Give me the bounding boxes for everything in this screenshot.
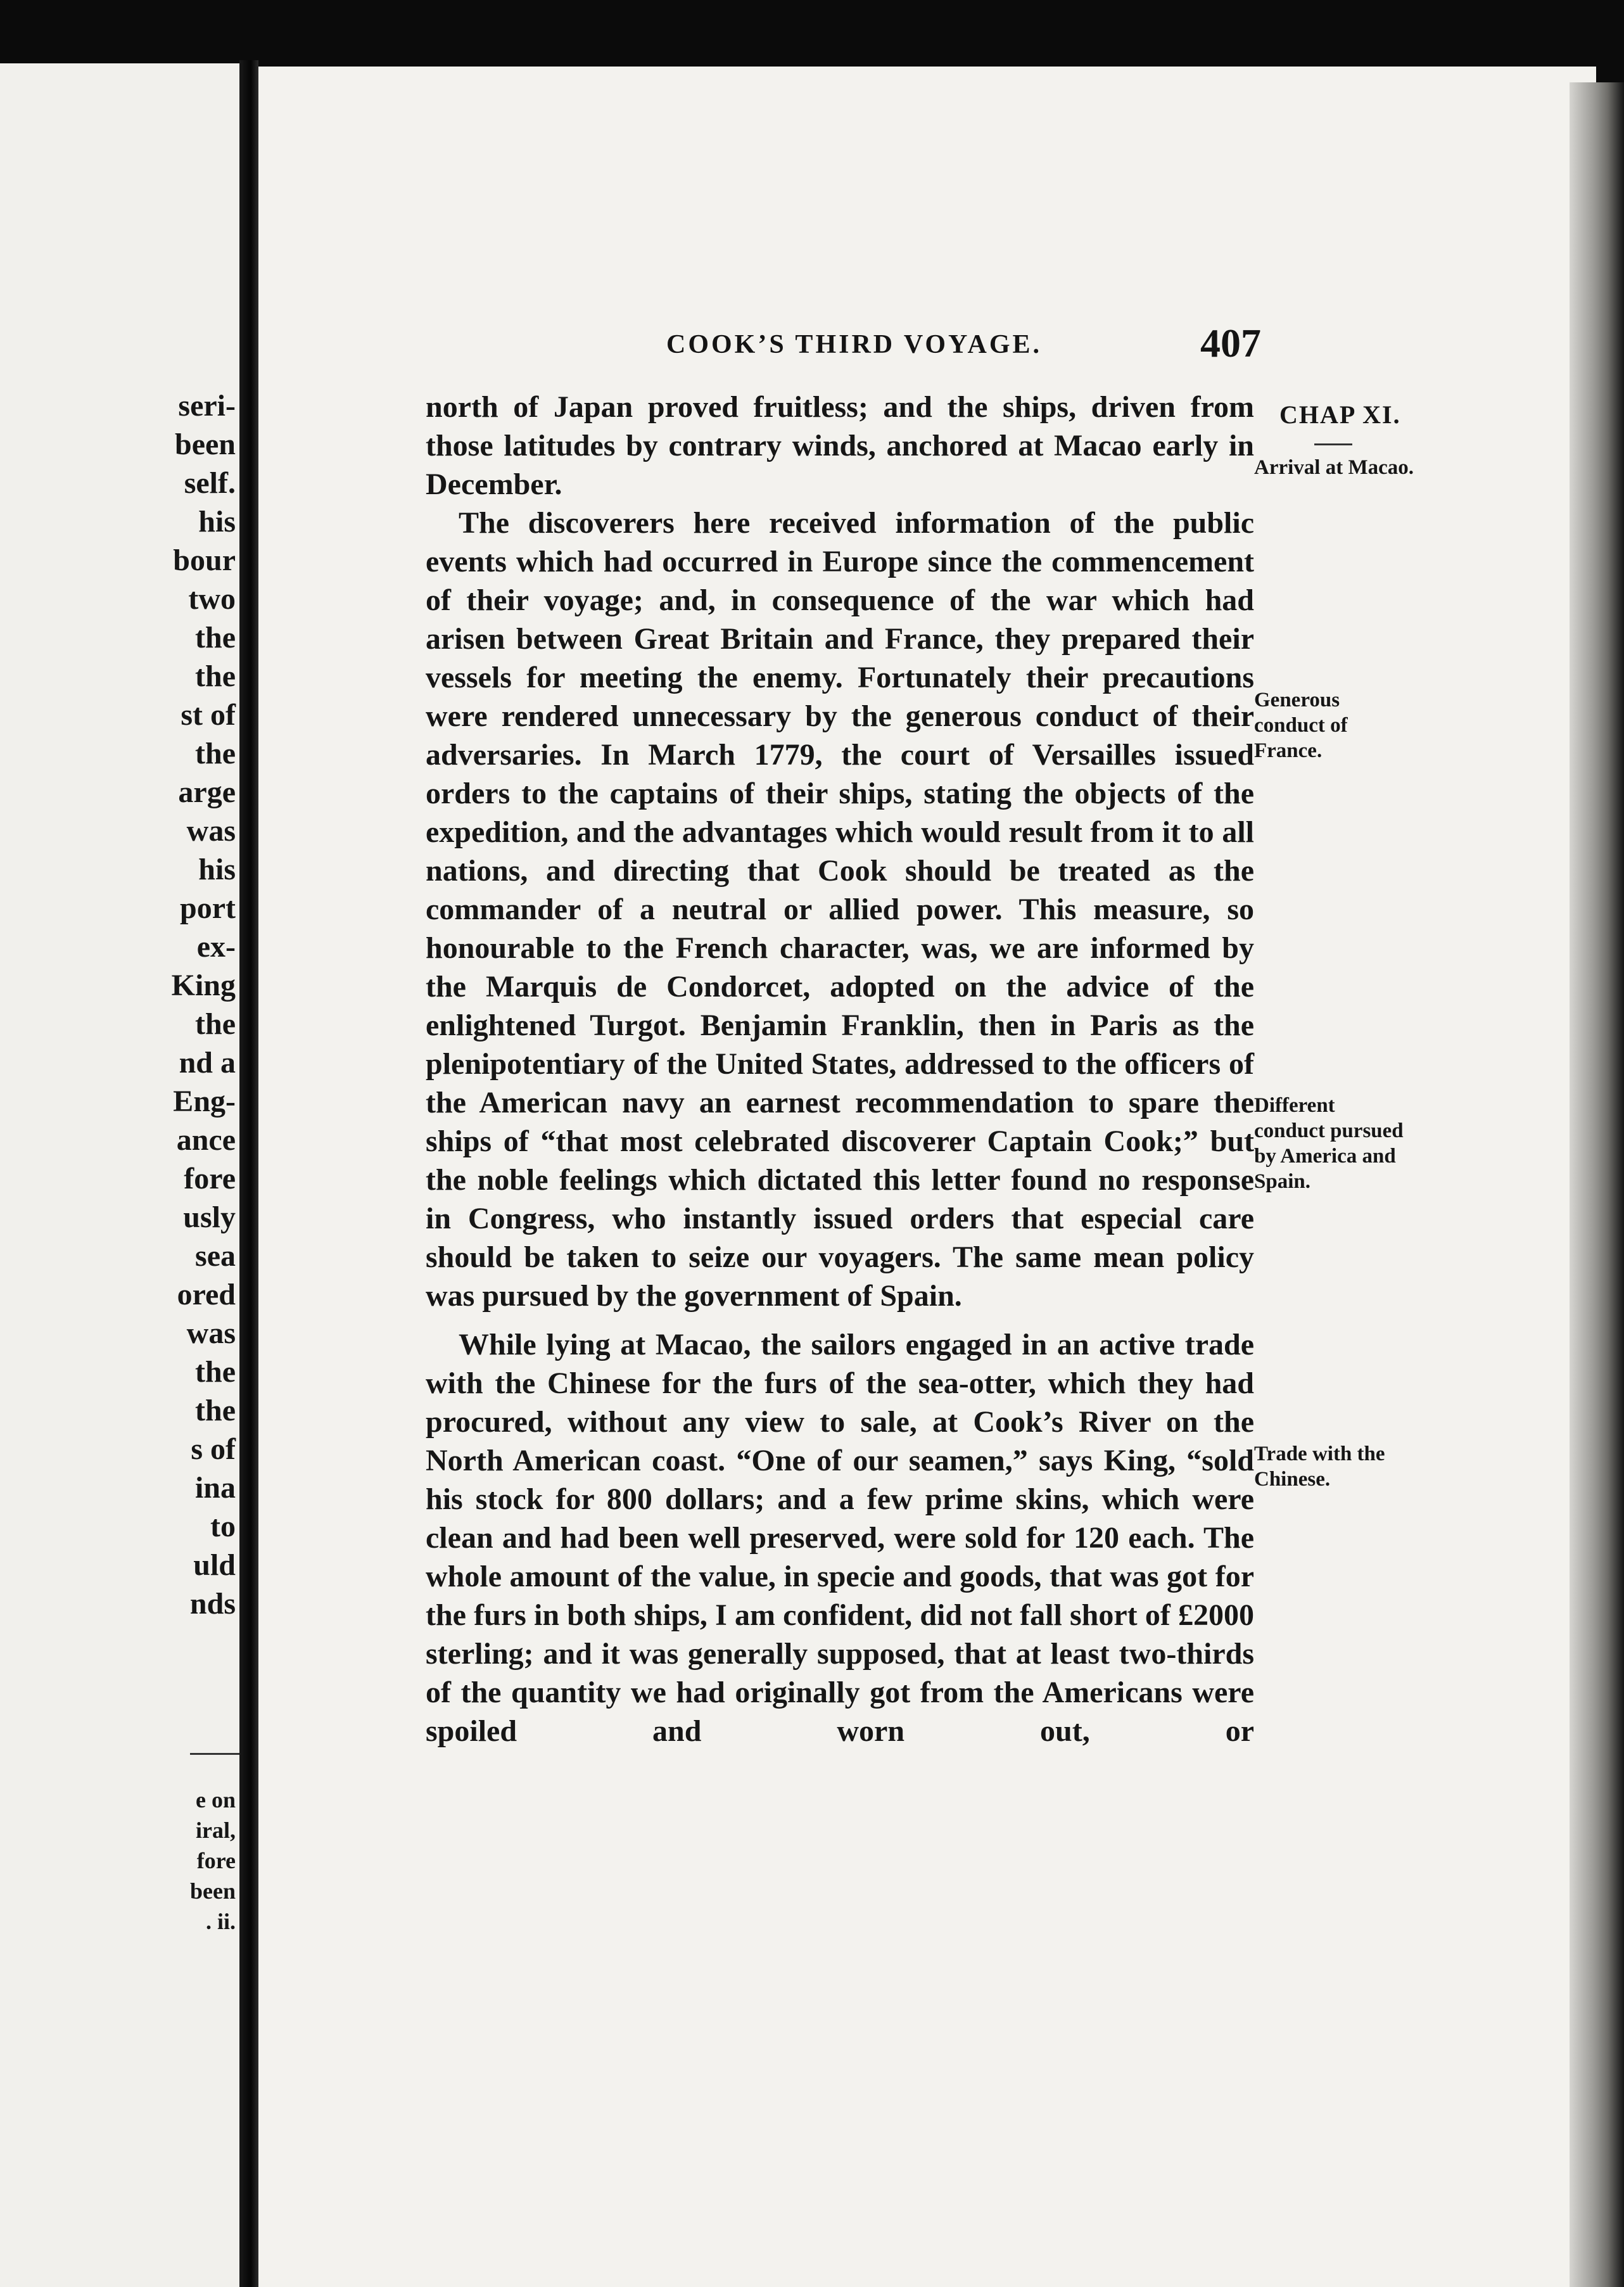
left-fragment: the	[195, 621, 236, 654]
left-fragment: King	[171, 969, 236, 1002]
left-note-fragment: iral,	[196, 1818, 236, 1843]
left-fragment: nds	[189, 1587, 236, 1621]
body-text	[426, 388, 1254, 1750]
left-fragment: self.	[184, 466, 236, 500]
left-fragment: was	[186, 814, 236, 848]
paragraph: north of Japan proved fruitless; and the ships, driven from those latitudes by contrary winds, anchored at Macao early in December.	[426, 390, 1254, 501]
left-fragment: s of	[191, 1432, 236, 1466]
left-fragment: the	[195, 659, 236, 693]
left-fragment: fore	[184, 1162, 236, 1195]
left-fragment: nd a	[179, 1046, 236, 1080]
running-head-title: COOK’S THIRD VOYAGE.	[666, 330, 1043, 359]
left-fragment: been	[175, 428, 236, 461]
paragraph: The discoverers here received information of the public events which had occurred in Europe since the commencement of their voyage; and, in consequence of the war which had arisen between Great Britain and France, they prepared their vessels for meeting the enemy. Fortunately their precautions were rendered unnecessary by the generous conduct of their adversaries. In March 1779, the court of Versailles issued orders to the captains of their ships, stating the objects of the expedition, and the advantages which would result from it to all nations, and directing that Cook should be treated as the commander of a neutral or allied power. This measure, so honourable to the French character, was, we are informed by the Marquis de Condorcet, adopted on the advice of the enlightened Turgot. Benjamin Franklin, then in Paris as the plenipotentiary of the United States, addressed to the officers of the American navy an earnest recommendation to spare the ships of “that most celebrated discoverer Captain Cook;” but the noble feelings which dictated this letter found no response in Congress, who instantly issued orders that especial care should be taken to seize our voyagers. The same mean policy was pursued by the government of Spain.	[426, 506, 1254, 1313]
left-fragment: two	[188, 582, 236, 616]
left-fragment: was	[186, 1316, 236, 1350]
left-fragment: arge	[178, 775, 236, 809]
left-fragment: to	[210, 1510, 236, 1543]
left-page-text-fragments	[172, 386, 236, 1623]
side-note-generous: Generous conduct of France.	[1254, 689, 1348, 762]
left-fragment: ored	[177, 1278, 236, 1311]
left-fragment: ina	[194, 1471, 236, 1505]
chapter-marker: CHAP XI.	[1279, 400, 1401, 429]
left-note-fragment: fore	[196, 1848, 236, 1873]
left-fragment: st of	[181, 698, 236, 732]
left-fragment: the	[195, 1394, 236, 1427]
left-fragment: ance	[176, 1123, 236, 1157]
left-fragment: sea	[195, 1239, 236, 1273]
left-fragment: the	[195, 1007, 236, 1041]
left-fragment: his	[198, 853, 236, 886]
left-fragment: the	[195, 737, 236, 770]
side-note-different: Different conduct pursued by America and Spain.	[1254, 1094, 1404, 1193]
left-fragment: Eng-	[173, 1085, 236, 1118]
left-note-fragment: . ii.	[205, 1909, 236, 1934]
left-page-footnote-fragments	[190, 1785, 236, 1937]
left-fragment: usly	[183, 1201, 236, 1234]
side-note-trade: Trade with the Chinese.	[1254, 1443, 1385, 1491]
left-fragment: port	[180, 891, 236, 925]
left-fragment: his	[198, 505, 236, 538]
chapter-marker-dash	[1314, 443, 1352, 445]
footnote-rule	[190, 1753, 239, 1755]
left-fragment: bour	[173, 544, 236, 577]
left-fragment: the	[195, 1355, 236, 1389]
page-edge-shadow	[1570, 82, 1624, 2287]
book-gutter	[239, 60, 258, 2287]
left-note-fragment: been	[190, 1878, 236, 1904]
left-fragment: ex-	[196, 930, 236, 964]
left-fragment: seri-	[178, 389, 236, 423]
side-note-arrival: Arrival at Macao.	[1254, 456, 1414, 479]
left-page	[0, 63, 239, 2287]
left-note-fragment: e on	[196, 1787, 236, 1812]
left-fragment: uld	[193, 1548, 236, 1582]
paragraph: While lying at Macao, the sailors engaged in an active trade with the Chinese for the furs of the sea-otter, which they had procured, without any view to sale, at Cook’s River on the North American coast. “One of our seamen,” says King, “sold his stock for 800 dollars; and a few prime skins, which were clean and had been well preserved, were sold for 120 each. The whole amount of the value, in specie and goods, that was got for the furs in both ships, I am confident, did not fall short of £2000 sterling; and it was generally supposed, that at least two-thirds of the quantity we had originally got from the Americans were spoiled and worn out, or	[426, 1328, 1254, 1748]
page-number: 407	[1200, 321, 1261, 366]
